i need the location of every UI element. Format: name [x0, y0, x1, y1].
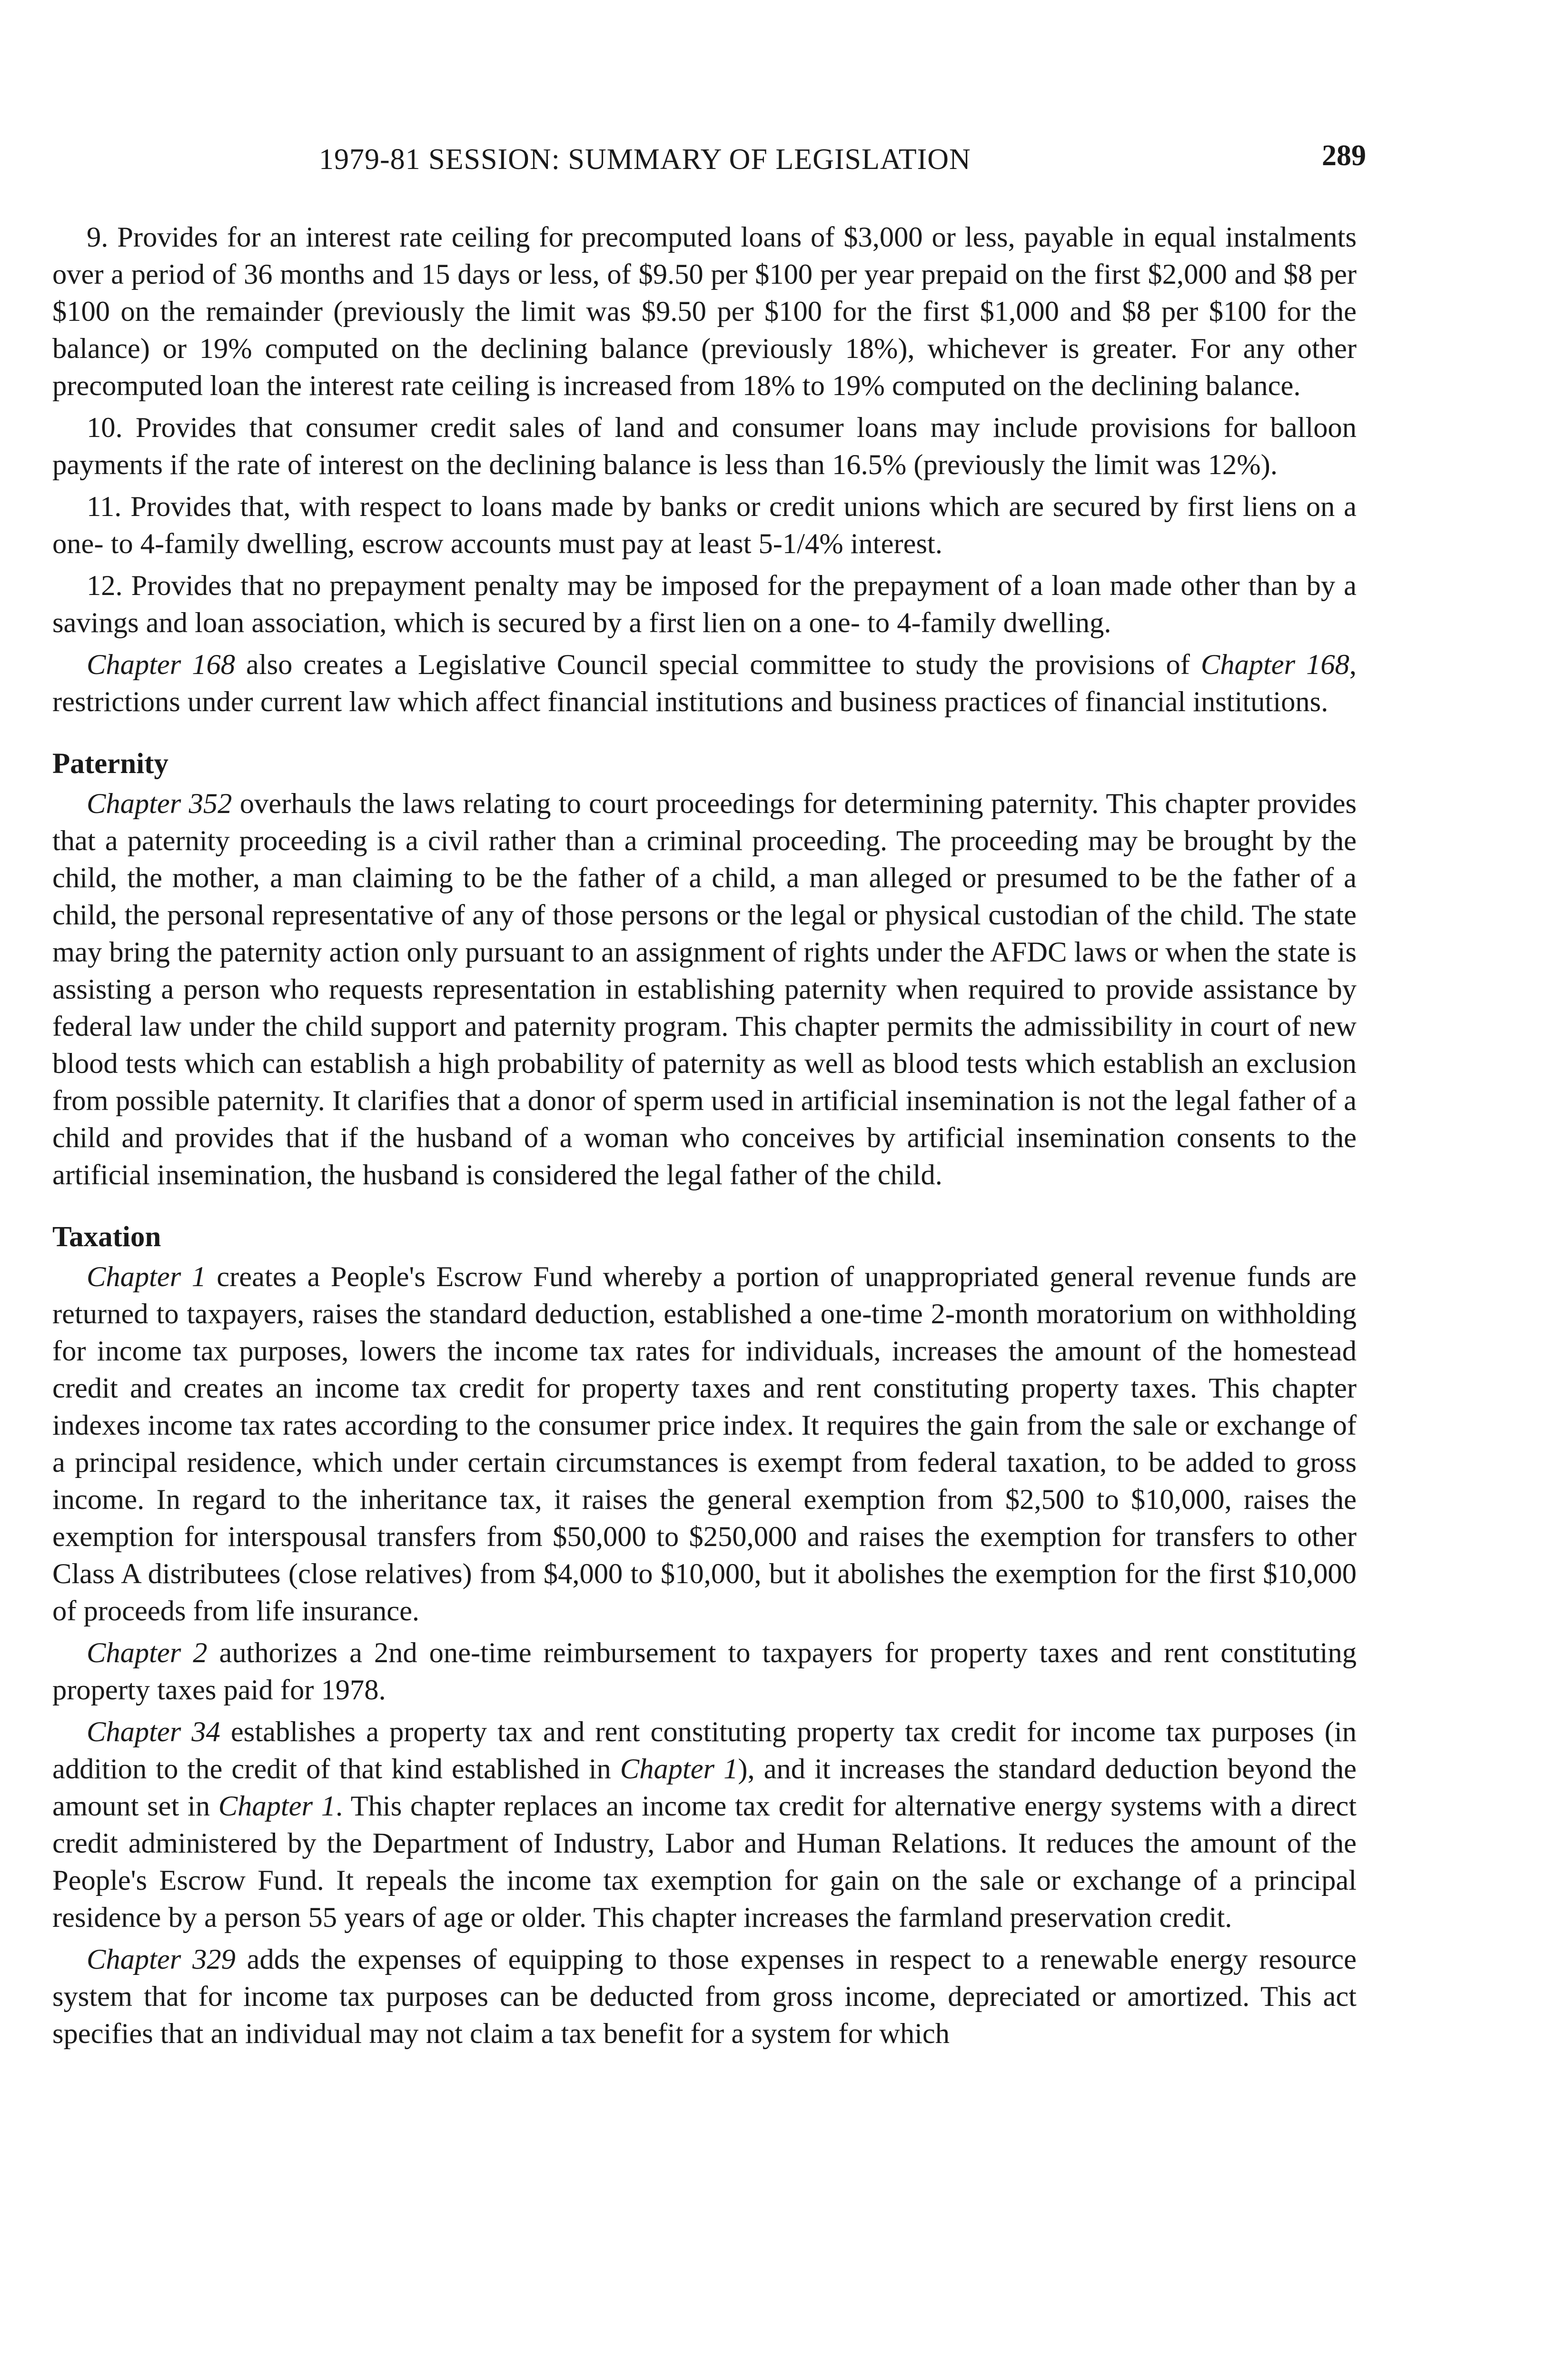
item-text: Provides that, with respect to loans made by banks or credit unions which are secured by first liens on a one- to 4-family dwelling, escrow accounts must pay at least 5-1/4% interest. [52, 491, 1357, 560]
page-number: 289 [1322, 139, 1366, 172]
item-number: 9. [87, 221, 109, 253]
chapter-reference: Chapter 329 [87, 1944, 236, 1975]
item-text: Provides for an interest rate ceiling for precomputed loans of $3,000 or less, payable in equal instalments over a period of 36 months and 15 days or less, of $9.50 per $100 per year prepaid on the first $2,000 and $8 per $100 on the remainder (previously the limit was $9.50 per $100 for the first $1,000 and $8 per $100 for the balance) or 19% computed on the declining balance (previously 18%), whichever is greater. For any other precomputed loan the interest rate ceiling is increased from 18% to 19% computed on the declining balance. [52, 221, 1357, 402]
chapter-reference: Chapter 352 [87, 788, 232, 820]
chapter-reference: Chapter 1 [620, 1753, 738, 1785]
list-item [52, 219, 1357, 405]
document-page [52, 139, 1366, 2057]
item-number: 12. [87, 570, 123, 602]
chapter-1-paragraph [52, 1259, 1357, 1630]
section-heading-taxation: Taxation [52, 1221, 161, 1253]
chapter-reference: Chapter 1 [218, 1790, 336, 1822]
paragraph-text: , restrictions under current law which affect financial institutions and business practices of financial institutions. [52, 649, 1357, 718]
item-text: Provides that no prepayment penalty may be imposed for the prepayment of a loan made other than by a savings and loan association, which is secured by a first lien on a one- to 4-family dwelling. [52, 570, 1357, 639]
chapter-329-paragraph [52, 1941, 1357, 2053]
list-item [52, 567, 1357, 642]
list-item [52, 488, 1357, 563]
paragraph-text: also creates a Legislative Council special committee to study the provisions of [235, 649, 1201, 681]
paragraph-text: adds the expenses of equipping to those expenses in respect to a renewable energy resource system that for income tax purposes can be deducted from gross income, depreciated or amortized. This act specifies that an individual may not claim a tax benefit for a system for which [52, 1944, 1357, 2050]
paragraph-text: . This chapter replaces an income tax credit for alternative energy systems with a direct credit administered by the Department of Industry, Labor and Human Relations. It reduces the amount of the People's Escrow Fund. It repeals the income tax exemption for gain on the sale or exchange of a principal residence by a person 55 years of age or older. This chapter increases the farmland preservation credit. [52, 1790, 1357, 1934]
list-item [52, 409, 1357, 484]
paragraph-text: establishes a property tax and rent constituting property tax credit for income tax purposes (in addition to the credit of that kind established in [52, 1716, 1357, 1785]
paragraph-text: creates a People's Escrow Fund whereby a portion of unappropriated general revenue funds are returned to taxpayers, raises the standard deduction, established a one-time 2-month moratorium on withholding for income tax purposes, lowers the income tax rates for individuals, increases the amount of the homestead credit and creates an income tax credit for property taxes and rent constituting property taxes. This chapter indexes income tax rates according to the consumer price index. It requires the gain from the sale or exchange of a principal residence, which under certain circumstances is exempt from federal taxation, to be added to gross income. In regard to the inheritance tax, it raises the general exemption from $2,500 to $10,000, raises the exemption for interspousal transfers from $50,000 to $250,000 and raises the exemption for transfers to other Class A distributees (close relatives) from $4,000 to $10,000, but it abolishes the exemption for the first $10,000 of proceeds from life insurance. [52, 1261, 1357, 1627]
chapter-reference: Chapter 1 [87, 1261, 206, 1293]
item-number: 10. [87, 412, 123, 444]
chapter-reference: Chapter 2 [87, 1637, 208, 1669]
paragraph-text: authorizes a 2nd one-time reimbursement to taxpayers for property taxes and rent constituting property taxes paid for 1978. [52, 1637, 1357, 1706]
chapter-reference: Chapter 168 [87, 649, 236, 681]
running-header [52, 139, 1366, 186]
chapter-34-paragraph [52, 1714, 1357, 1936]
chapter-168-paragraph [52, 646, 1357, 721]
item-number: 11. [87, 491, 122, 523]
paragraph-text: ), and it increases the standard deduction beyond the amount set in [52, 1753, 1357, 1822]
chapter-reference: Chapter 168 [1200, 649, 1349, 681]
section-heading-paternity: Paternity [52, 748, 168, 780]
item-text: Provides that consumer credit sales of land and consumer loans may include provisions for balloon payments if the rate of interest on the declining balance is less than 16.5% (previously the limit was 12%). [52, 412, 1357, 481]
paragraph-text: overhauls the laws relating to court proceedings for determining paternity. This chapter provides that a paternity proceeding is a civil rather than a criminal proceeding. The proceeding may be brought by the child, the mother, a man claiming to be the father of a child, a man alleged or presumed to be the father of a child, the personal representative of any of those persons or the legal or physical custodian of the child. The state may bring the paternity action only pursuant to an assignment of rights under the AFDC laws or when the state is assisting a person who requests representation in establishing paternity when required to provide assistance by federal law under the child support and paternity program. This chapter permits the admissibility in court of new blood tests which can establish a high probability of paternity as well as blood tests which establish an exclusion from possible paternity. It clarifies that a donor of sperm used in artificial insemination is not the legal father of a child and provides that if the husband of a woman who conceives by artificial insemination consents to the artificial insemination, the husband is considered the legal father of the child. [52, 788, 1357, 1191]
chapter-352-paragraph [52, 785, 1357, 1194]
running-title: 1979-81 SESSION: SUMMARY OF LEGISLATION [319, 143, 971, 176]
chapter-2-paragraph [52, 1635, 1357, 1709]
chapter-reference: Chapter 34 [87, 1716, 220, 1748]
